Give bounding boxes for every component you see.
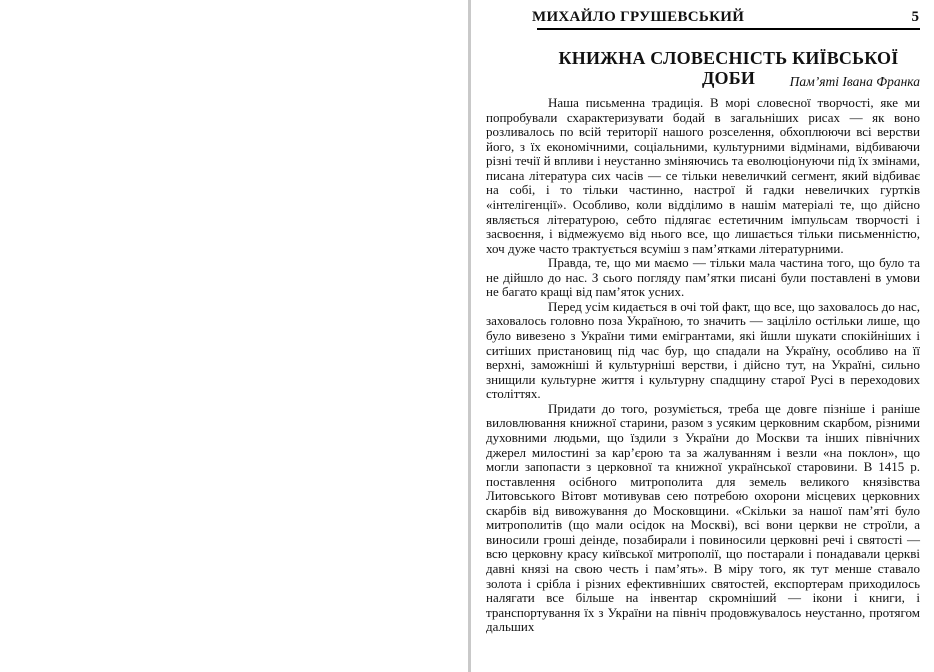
dedication-subtitle: Пам’яті Івана Франка — [789, 74, 920, 89]
paragraph-4: Придати до того, розуміється, треба ще довге пізніше і раніше виловлювання книжної старини, разом з усяким церковним скарбом, різними духовними людьми, що їздили з України до Москви та інших північних джерел милостині за кар’єрою та за жалуванням і везли «на поклон», що могли запопасти з церковної та книжної української старовини. В 1415 р. поставлення осібного митрополита для земель великого князівства Литовського Вітовт мотивував сею потребою охорони місцевих церковних скарбів від вивожування до Московщини. «Скільки за нашої пам’яті було митрополитів (що мали осідок на Москві), всі вони церкви не строїли, а виносили гроші деінде, позабирали і повиносили церковні речі і святості — всю церковну красу київської митрополії, що постарали і понадавали церкві давні князі на свою честь і пам’ять». В міру того, як тут менше ставало золота і срібла і різних ефективніших святостей, експортерам приходилось налягати все більше на інвентар скромніший — ікони і книги, і транспортування їх з України на північ продовжувалось неустанно, протягом дальших — [486, 400, 920, 635]
paragraph-3: Перед усім кидається в очі той факт, що все, що заховалось до нас, заховалось головно поза Україною, то значить — заціліло остільки лише, що було вивезено з України тими емігрантами, які йшли шукати спокійніших і ситіших пристановищ під час бур, що спадали на Україну, особливо на її верхні, заможніші й культурніші верстви, і дійсно тут, на Україні, сильно знищили культурне життя і культурну спадщину старої Русі в переходових століттях. — [486, 298, 920, 402]
paragraph-2: Правда, те, що ми маємо — тільки мала частина того, що було та не дійшло до нас. З сього погляду пам’ятки писані були поставлені в умови не багато кращі від пам’яток усних. — [486, 255, 920, 300]
article-body — [486, 96, 920, 635]
page-number: 5 — [911, 9, 919, 25]
article-title: КНИЖНА СЛОВЕСНІСТЬ КИЇВСЬКОЇ ДОБИ — [558, 48, 899, 88]
header-rule — [537, 28, 920, 30]
paragraph-1: Наша письменна традиція. В морі словесної творчості, яке ми попробували схарактеризувати бодай в загальніших рисах — як воно розливалось по всій території нашого розселення, обхоплюючи всі верстви його, з їх економічними, соціальними, культурними відмінами, відбиваючи різні течії й впливи і неустанно зміняючись та еволюціонуючи під їх змінами, писана література сих часів — се тільки невеличкий сегмент, який відбиває на собі, і то тільки частинно, настрої й гадки невеличких гуртків «інтелігенції». Особливо, коли відділимо в нашім матеріалі те, що дійсно являється літературою, себто підлягає естетичним імпульсам творчості і засвоєння, і відмежуємо від нього все, що лишається тільки письменністю, хоч дуже часто трактується всуміш з пам’ятками літературними. — [486, 95, 920, 256]
page-divider — [468, 0, 471, 672]
running-title: МИХАЙЛО ГРУШЕВСЬКИЙ — [532, 9, 745, 25]
page-header — [486, 9, 920, 25]
right-page — [486, 0, 920, 672]
